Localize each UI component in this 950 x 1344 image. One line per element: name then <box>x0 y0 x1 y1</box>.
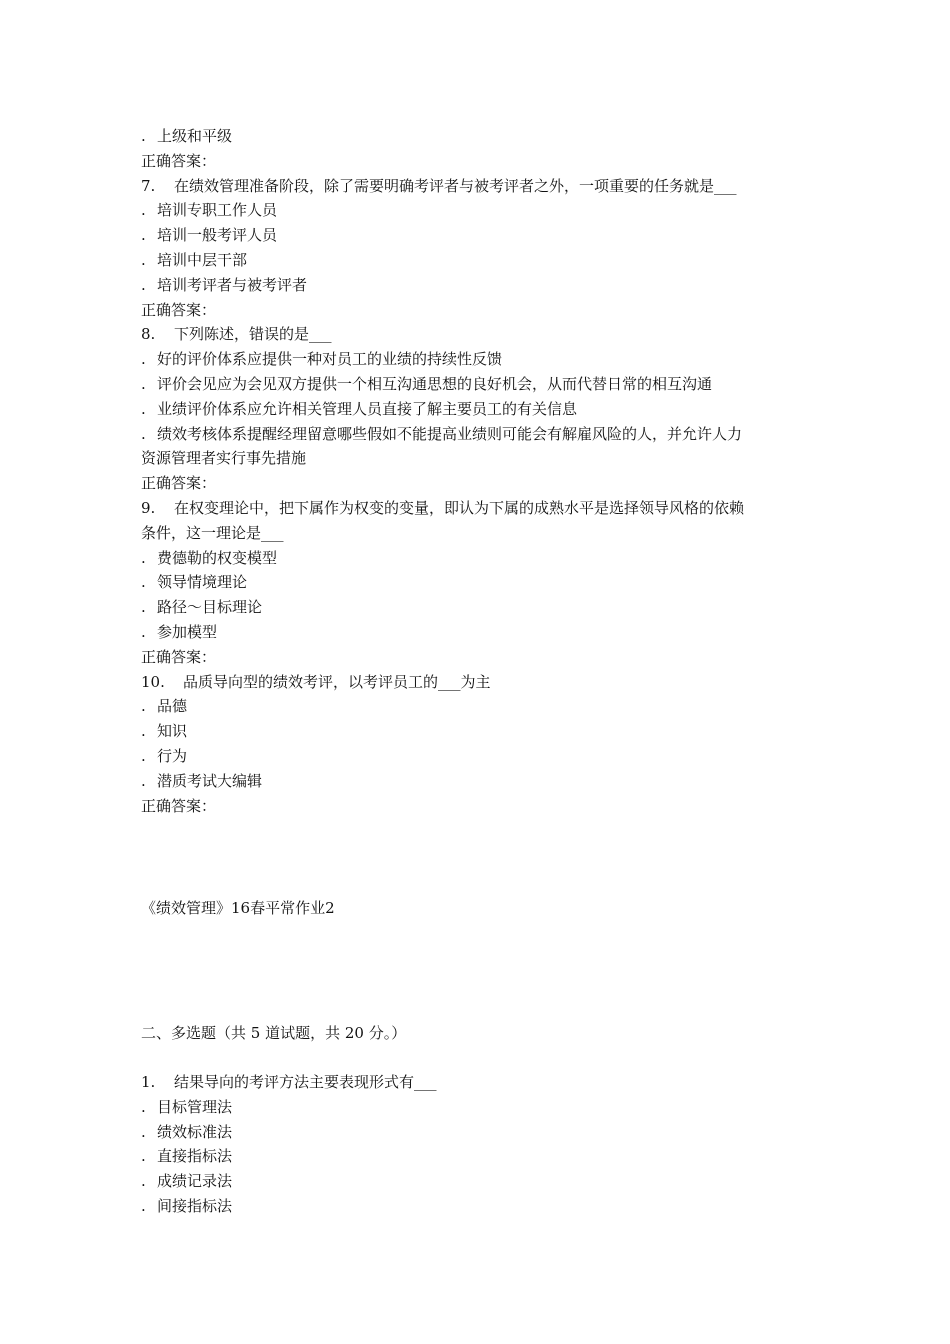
option: . 品德 <box>141 697 188 716</box>
question-10: 10. 品质导向型的绩效考评，以考评员工的___为主 <box>141 672 491 691</box>
option: . 业绩评价体系应允许相关管理人员直接了解主要员工的有关信息 <box>141 399 578 418</box>
option: . 上级和平级 <box>141 127 233 145</box>
section-heading: 二、多选题（共 5 道试题，共 20 分。） <box>141 1024 407 1042</box>
answer-label: 正确答案： <box>141 300 217 319</box>
answer-label: 正确答案： <box>141 151 217 170</box>
question-9: 9. 在权变理论中，把下属作为权变的变量，即认为下属的成熟水平是选择领导风格的依赖 <box>141 498 745 517</box>
option: . 评价会见应为会见双方提供一个相互沟通思想的良好机会，从而代替日常的相互沟通 <box>141 374 713 393</box>
question-6-tail <box>141 124 821 818</box>
answer-label: 正确答案： <box>141 474 217 493</box>
option: . 绩效标准法 <box>141 1122 233 1141</box>
answer-label: 正确答案： <box>141 796 217 815</box>
answer-label: 正确答案： <box>141 647 217 666</box>
multi-question-1: 1. 结果导向的考评方法主要表现形式有___ <box>141 1073 437 1091</box>
option: . 间接指标法 <box>141 1196 233 1215</box>
option: . 培训考评者与被考评者 <box>141 275 308 294</box>
doc-title: 《绩效管理》16春平常作业2 <box>141 899 335 917</box>
option: . 路径～目标理论 <box>141 598 263 617</box>
option: . 培训中层干部 <box>141 250 248 269</box>
section-heading-block <box>141 1021 821 1046</box>
doc-title-block <box>141 896 821 921</box>
question-7: 7. 在绩效管理准备阶段，除了需要明确考评者与被考评者之外，一项重要的任务就是___ <box>141 176 737 195</box>
option: . 潜质考试大编辑 <box>141 771 263 790</box>
question-9-continuation: 条件，这一理论是___ <box>141 523 284 542</box>
option: . 直接指标法 <box>141 1147 233 1166</box>
option: . 培训专职工作人员 <box>141 201 278 220</box>
option: . 目标管理法 <box>141 1097 233 1116</box>
option: . 领导情境理论 <box>141 573 248 592</box>
option: . 参加模型 <box>141 622 218 641</box>
multi-question-1-block <box>141 1070 821 1219</box>
question-8: 8. 下列陈述，错误的是___ <box>141 325 332 344</box>
option: . 费德勒的权变模型 <box>141 548 278 567</box>
option: . 培训一般考评人员 <box>141 226 278 245</box>
option: . 绩效考核体系提醒经理留意哪些假如不能提高业绩则可能会有解雇风险的人，并允许人力 <box>141 424 743 443</box>
option: . 知识 <box>141 722 188 741</box>
option-continuation: 资源管理者实行事先措施 <box>141 449 307 468</box>
option: . 好的评价体系应提供一种对员工的业绩的持续性反馈 <box>141 350 503 369</box>
option: . 行为 <box>141 746 188 765</box>
option: . 成绩记录法 <box>141 1172 233 1191</box>
